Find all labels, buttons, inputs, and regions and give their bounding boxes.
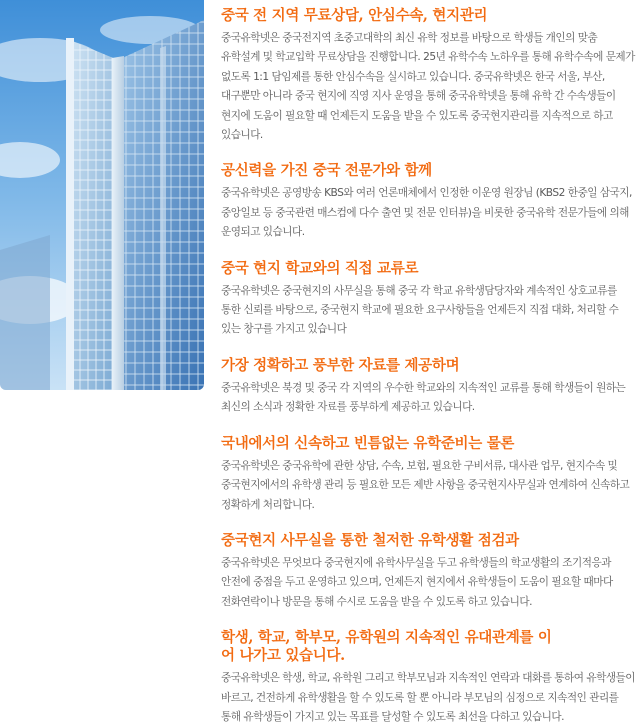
section-title: 학생, 학교, 학부모, 유학원의 지속적인 유대관계를 이어 나가고 있습니다. xyxy=(221,629,552,665)
office-building-photo xyxy=(0,0,204,390)
section-local-office xyxy=(221,532,635,612)
section-title: 중국현지 사무실을 통한 철저한 유학생활 점검과 xyxy=(221,531,519,549)
section-relationships xyxy=(221,629,635,727)
section-body: 중국유학넷은 공영방송 KBS와 여러 언론매체에서 인정한 이운영 원장님 (KBS2 한중일 삼국지, 중앙일보 등 중국관련 매스컴에 다수 출연 및 전문 인터뷰)을 비롯한 중국유학 전문가들에 의해 운영되고 있습니다. xyxy=(221,187,632,239)
section-title: 공신력을 가진 중국 전문가와 함께 xyxy=(221,162,432,180)
section-free-consulting xyxy=(221,7,635,145)
info-content xyxy=(221,0,635,727)
section-school-exchange xyxy=(221,260,635,340)
section-title: 가장 정확하고 풍부한 자료를 제공하며 xyxy=(221,356,460,374)
section-domestic-preparation xyxy=(221,435,635,515)
section-body: 중국유학넷은 중국전지역 초중고대학의 최신 유학 정보를 바탕으로 학생들 개인의 맞춤 유학설계 및 학교입학 무료상담을 진행합니다. 25년 유학수속 노하우를 통해 유학수속에 문제가 없도록 1:1 담임제를 통한 안심수속을 실시하고 있습니다. 중국유학넷은 한국 서울, 부산, 대구뿐만 아니라 중국 현지에 직영 지사 운영을 통해 중국유학넷을 통해 유학 간 수속생들이 현지에 도움이 필요할 때 언제든지 도움을 받을 수 있도록 중국현지관리를 지속적으로 하고 있습니다. xyxy=(221,32,635,142)
section-body: 중국유학넷은 중국유학에 관한 상담, 수속, 보험, 필요한 구비서류, 대사관 업무, 현지수속 및 중국현지에서의 유학생 관리 등 필요한 모든 제반 사항을 중국현지사무실과 연계하여 신속하고 정확하게 처리합니다. xyxy=(221,459,630,511)
section-china-experts xyxy=(221,162,635,242)
section-accurate-data xyxy=(221,357,635,418)
section-body: 중국유학넷은 중국현지의 사무실을 통해 중국 각 학교 유학생담당자와 계속적인 상호교류를 통한 신뢰를 바탕으로, 중국현지 학교에 필요한 요구사항들을 언제든지 직접 대화, 처리할 수 있는 창구를 가지고 있습니다 xyxy=(221,284,619,336)
section-body: 중국유학넷은 학생, 학교, 유학원 그리고 학부모님과 지속적인 연락과 대화를 통하여 유학생들이 바르고, 건전하게 유학생활을 할 수 있도록 할 뿐 아니라 부모님의 심정으로 지속적인 관리를 통해 유학생들이 가지고 있는 목표를 달성할 수 있도록 최선을 다하고 있습니다. xyxy=(221,672,636,723)
section-title: 국내에서의 신속하고 빈틈없는 유학준비는 물론 xyxy=(221,434,515,452)
section-body: 중국유학넷은 북경 및 중국 각 지역의 우수한 학교와의 지속적인 교류를 통해 학생들이 원하는 최신의 소식과 정확한 자료를 풍부하게 제공하고 있습니다. xyxy=(221,381,626,414)
section-title: 중국 현지 학교와의 직접 교류로 xyxy=(221,259,419,277)
section-title: 중국 전 지역 무료상담, 안심수속, 현지관리 xyxy=(221,7,488,24)
section-body: 중국유학넷은 무엇보다 중국현지에 유학사무실을 두고 유학생들의 학교생활의 조기적응과 안전에 중점을 두고 운영하고 있으며, 언제든지 현지에서 유학생들이 도움이 필요할 때마다 전화연락이나 방문을 통해 수시로 도움을 받을 수 있도록 하고 있습니다. xyxy=(221,556,613,608)
